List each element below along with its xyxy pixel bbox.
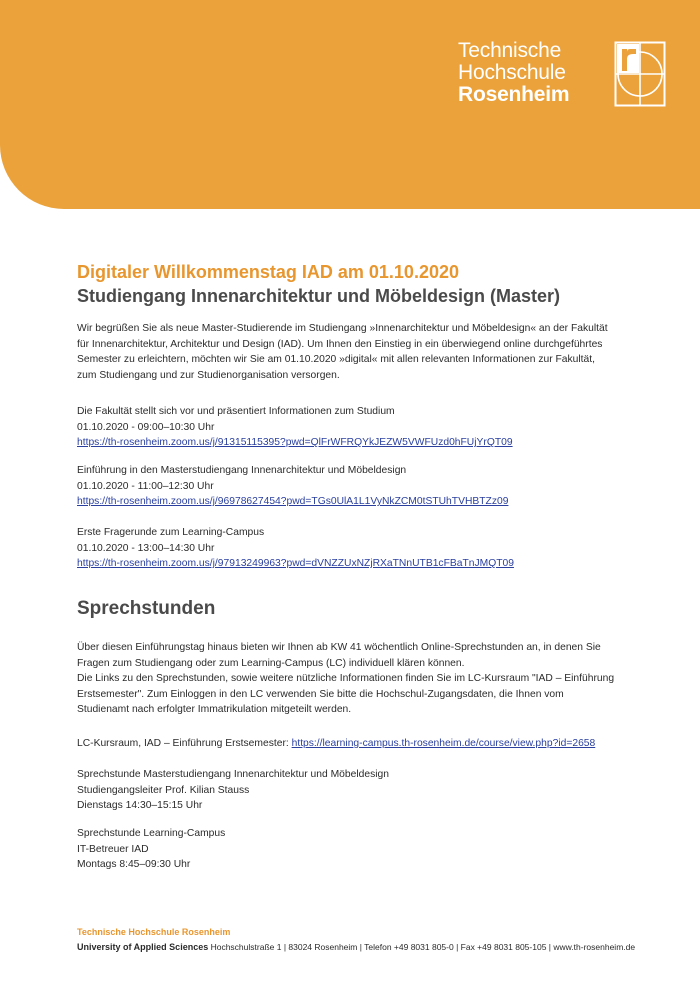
- session-block: [77, 525, 617, 572]
- footer-address: Hochschulstraße 1 | 83024 Rosenheim | Telefon +49 8031 805-0 | Fax +49 8031 805-105 | www.th-rosenheim.de: [210, 942, 636, 952]
- session-time: 01.10.2020 - 11:00–12:30 Uhr: [77, 480, 214, 492]
- session-block: [77, 404, 617, 451]
- sprechstunden-line: Die Links zu den Sprechstunden, sowie weitere nützliche Informationen finden Sie im LC-Kursraum "IAD – Einführung: [77, 673, 615, 684]
- intro-paragraph: [77, 321, 617, 383]
- session-time: 01.10.2020 - 09:00–10:30 Uhr: [77, 421, 215, 433]
- course-room-label: LC-Kursraum, IAD – Einführung Erstsemester:: [77, 738, 292, 749]
- session-zoom-link[interactable]: https://th-rosenheim.zoom.us/j/91315115395?pwd=QlFrWFRQYkJEZW5VWFUzd0hFUjYrQT09: [77, 437, 513, 448]
- office-hours-block: [77, 826, 617, 873]
- intro-line: Semester zu erleichtern, möchten wir Sie am 01.10.2020 »digital« mit allen relevanten Informationen zur Fakultät,: [77, 354, 595, 365]
- sprechstunden-heading: Sprechstunden: [77, 598, 216, 619]
- session-zoom-link[interactable]: https://th-rosenheim.zoom.us/j/96978627454?pwd=TGs0UlA1L1VyNkZCM0tSTUhTVHBTZz09: [77, 496, 509, 507]
- logo-line-3: Rosenheim: [458, 83, 570, 106]
- logo-line-2: Hochschule: [458, 61, 566, 84]
- header-banner: [0, 0, 700, 209]
- intro-line: zum Studiengang und zur Studienorganisation versorgen.: [77, 369, 340, 381]
- footer-institution: Technische Hochschule Rosenheim: [77, 927, 231, 937]
- sprechstunden-paragraph: [77, 640, 617, 718]
- office-hours-line: Dienstags 14:30–15:15 Uhr: [77, 800, 203, 811]
- page-title: Digitaler Willkommenstag IAD am 01.10.2020: [77, 262, 459, 282]
- page-subtitle: Studiengang Innenarchitektur und Möbeldesign (Master): [77, 286, 561, 306]
- sprechstunden-line: Erstsemester". Zum Einloggen in den LC verwenden Sie bitte die Hochschul-Zugangsdaten, die Ihnen vom: [77, 688, 564, 700]
- office-hours-block: [77, 767, 617, 814]
- course-room-link[interactable]: https://learning-campus.th-rosenheim.de/course/view.php?id=2658: [291, 738, 596, 749]
- office-hours-line: IT-Betreuer IAD: [77, 843, 149, 855]
- session-block: [77, 463, 617, 510]
- sprechstunden-line: Studienamt nach erfolgter Immatrikulation mitgeteilt werden.: [77, 704, 352, 715]
- session-time: 01.10.2020 - 13:00–14:30 Uhr: [77, 542, 215, 554]
- footer-contact: [77, 942, 635, 952]
- intro-line: für Innenarchitektur, Architektur und Design (IAD). Um Ihnen den Einstieg in ein überwiegend online durchgeführtes: [77, 338, 603, 350]
- footer-university: University of Applied Sciences: [77, 942, 209, 952]
- office-hours-line: Studiengangsleiter Prof. Kilian Stauss: [77, 784, 250, 796]
- course-room-line: [77, 736, 617, 752]
- logo-emblem-icon: [614, 41, 666, 107]
- sprechstunden-line: Über diesen Einführungstag hinaus bieten wir Ihnen ab KW 41 wöchentlich Online-Sprechstunden an, in denen Sie: [77, 642, 601, 653]
- intro-line: Wir begrüßen Sie als neue Master-Studierende im Studiengang »Innenarchitektur und Möbeldesign« an der Fakultät: [77, 323, 608, 334]
- session-title: Erste Fragerunde zum Learning-Campus: [77, 527, 265, 538]
- logo-line-1: Technische: [458, 39, 562, 62]
- sprechstunden-line: Fragen zum Studiengang oder zum Learning-Campus (LC) individuell klären können.: [77, 657, 465, 669]
- logo-wordmark: [458, 40, 569, 106]
- office-hours-line: Sprechstunde Masterstudiengang Innenarchitektur und Möbeldesign: [77, 769, 389, 780]
- office-hours-line: Sprechstunde Learning-Campus: [77, 828, 226, 839]
- session-title: Die Fakultät stellt sich vor und präsentiert Informationen zum Studium: [77, 406, 395, 417]
- session-zoom-link[interactable]: https://th-rosenheim.zoom.us/j/97913249963?pwd=dVNZZUxNZjRXaTNnUTB1cFBaTnJMQT09: [77, 558, 514, 569]
- session-title: Einführung in den Masterstudiengang Innenarchitektur und Möbeldesign: [77, 465, 407, 476]
- office-hours-line: Montags 8:45–09:30 Uhr: [77, 859, 191, 870]
